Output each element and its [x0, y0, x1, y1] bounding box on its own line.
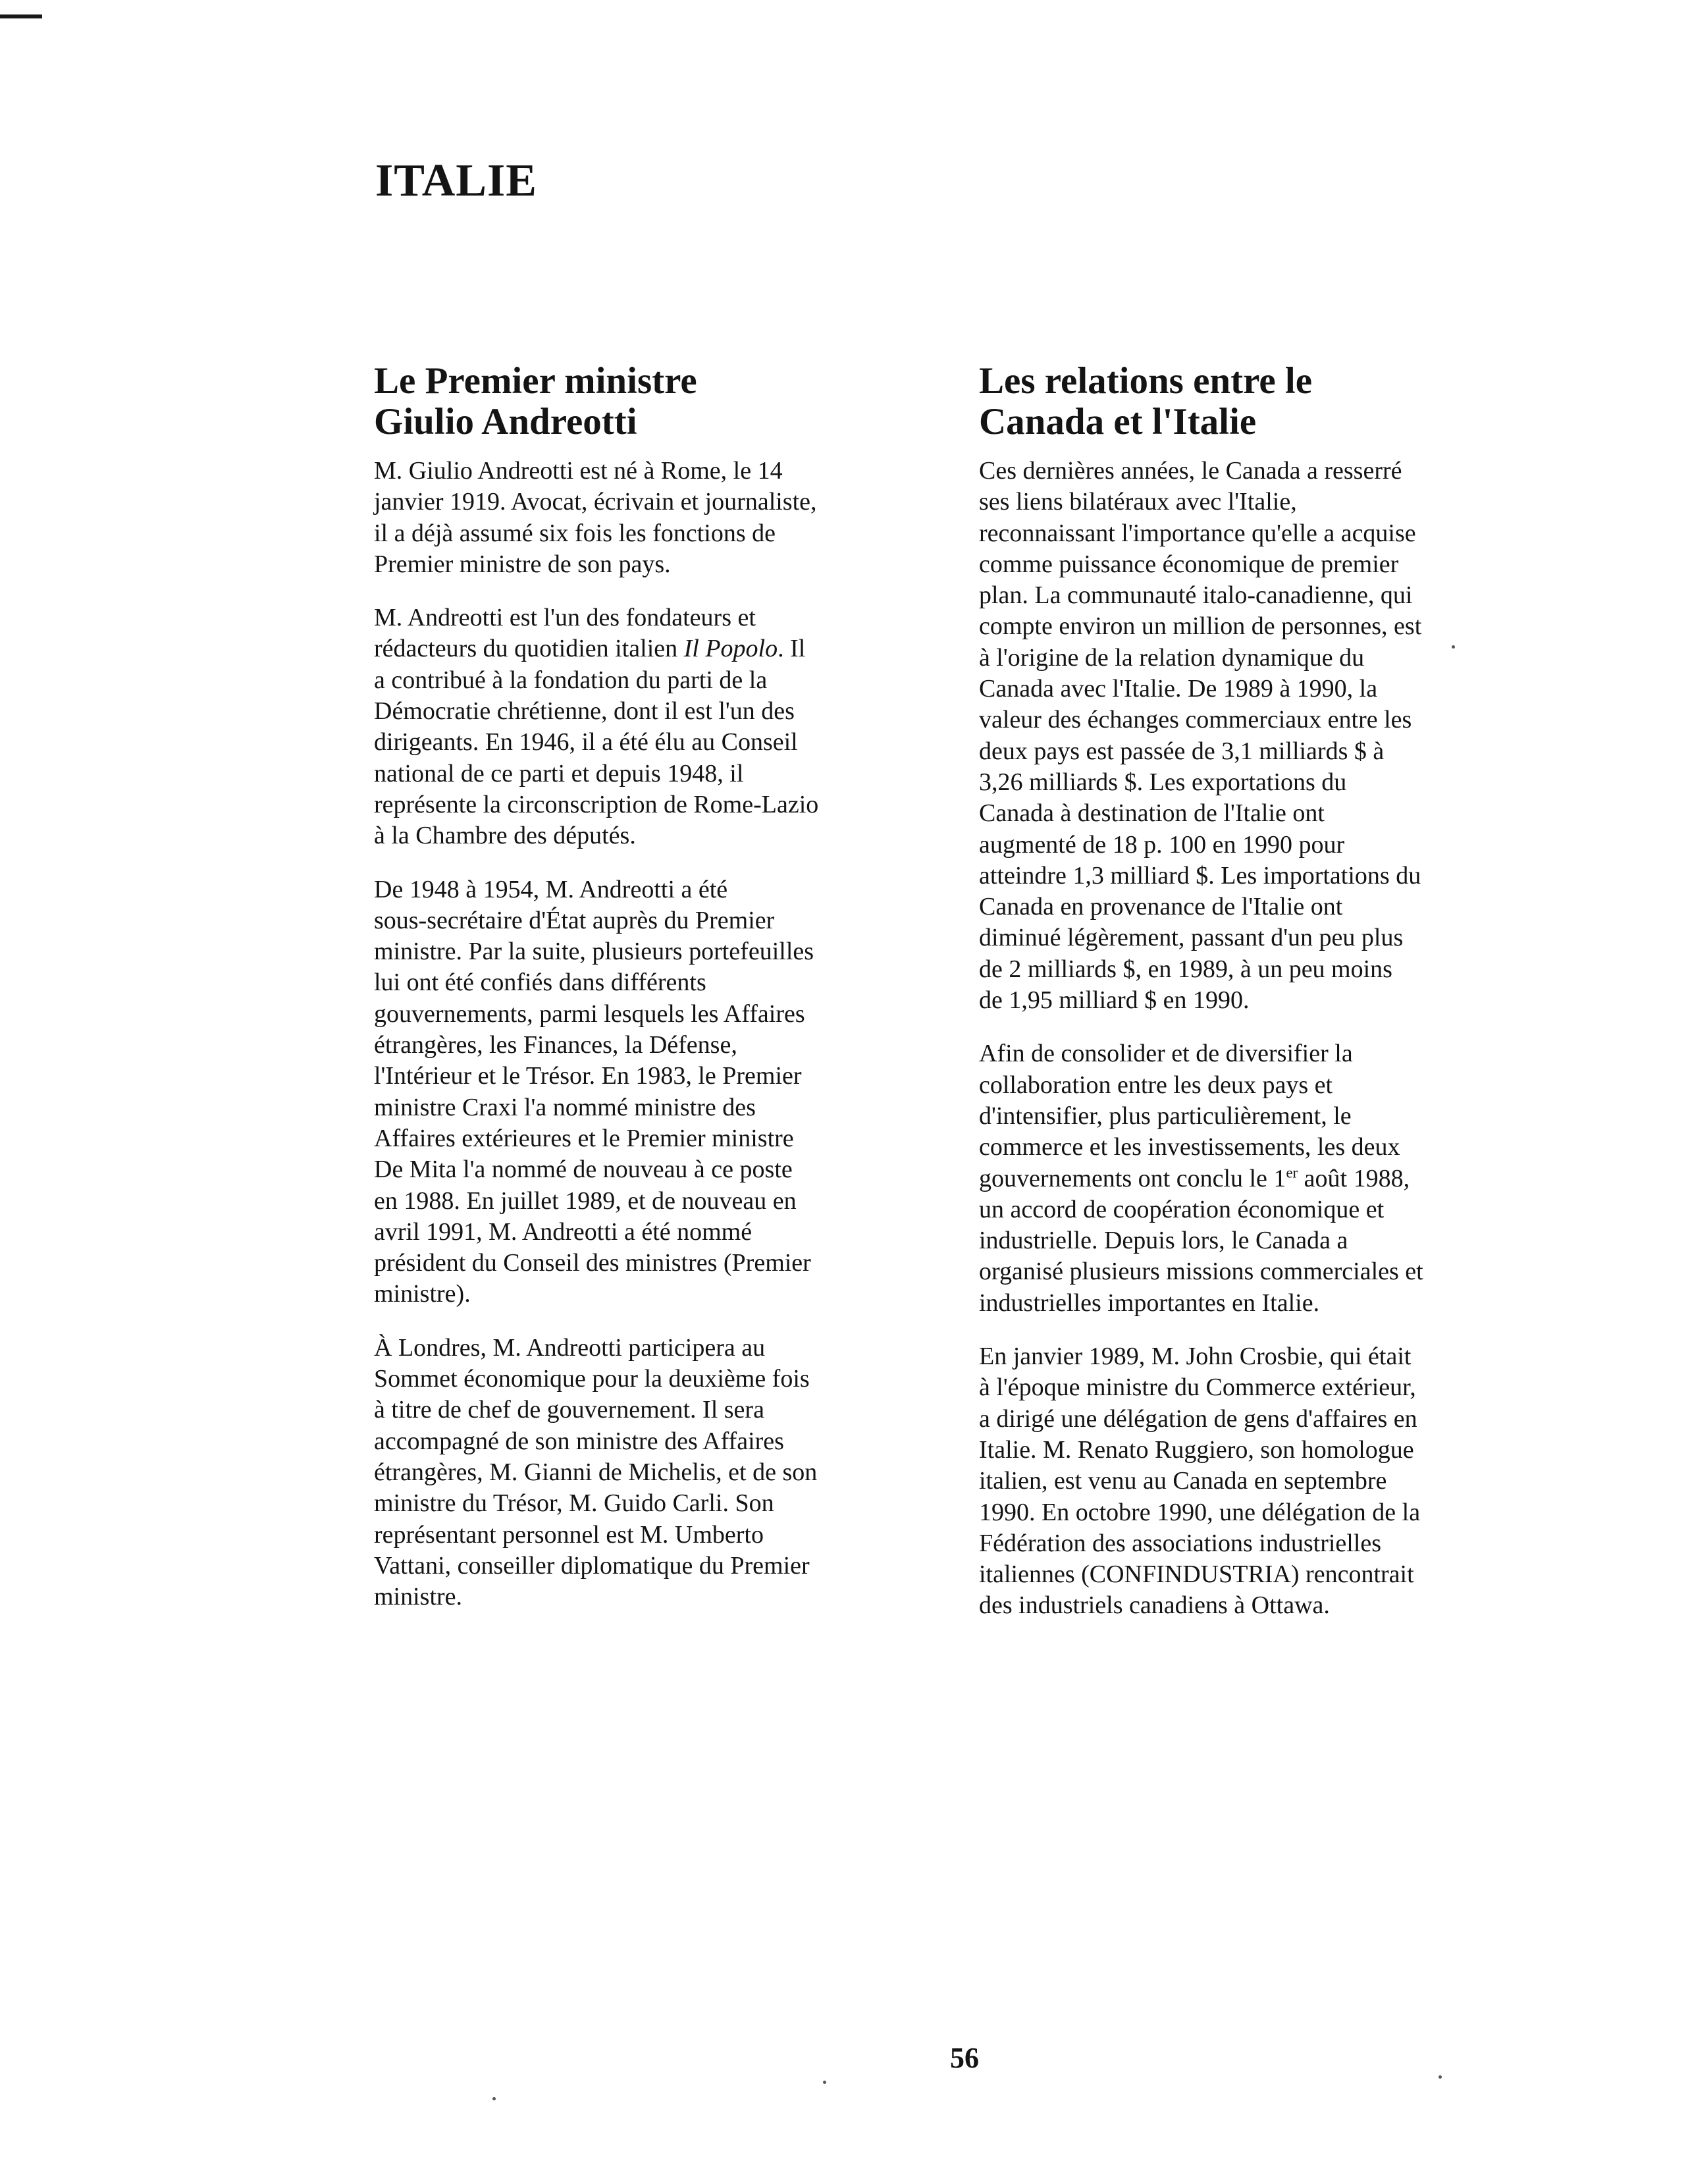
text-line: gouvernements, parmi lesquels les Affaires: [374, 999, 805, 1028]
text-line: national de ce parti et depuis 1948, il: [374, 759, 744, 787]
text-line: représente la circonscription de Rome-Lazio: [374, 790, 819, 818]
text-line: Fédération des associations industrielles: [979, 1529, 1382, 1557]
text-line: 3,26 milliards $. Les exportations du: [979, 768, 1347, 796]
scan-speck: [492, 2097, 496, 2100]
text-line: compte environ un million de personnes, est: [979, 612, 1422, 641]
paragraph: [979, 1341, 1519, 1622]
text-line: lui ont été confiés dans différents: [374, 969, 706, 997]
text-line: à l'origine de la relation dynamique du: [979, 643, 1365, 672]
paragraph: [374, 602, 894, 851]
paragraph: [979, 1038, 1519, 1319]
text-line: italiennes (CONFINDUSTRIA) rencontrait: [979, 1560, 1414, 1589]
text-line: représentant personnel est M. Umberto: [374, 1520, 764, 1549]
text-line: de 1,95 milliard $ en 1990.: [979, 986, 1250, 1015]
text-line: rédacteurs du quotidien italien Il Popolo. Il: [374, 635, 806, 663]
text-line: ministre).: [374, 1280, 471, 1308]
text-line: dirigeants. En 1946, il a été élu au Conseil: [374, 728, 798, 757]
heading-line: Canada et l'Italie: [979, 401, 1257, 442]
right-column: [979, 361, 1519, 1644]
scan-speck: [1452, 645, 1455, 649]
paragraph: [374, 874, 894, 1310]
text-line: ministre Craxi l'a nommé ministre des: [374, 1093, 756, 1121]
left-column: [374, 361, 894, 1635]
text-line: comme puissance économique de premier: [979, 550, 1399, 578]
text-line: Démocratie chrétienne, dont il est l'un des: [374, 697, 795, 726]
text-line: De 1948 à 1954, M. Andreotti a été: [374, 875, 728, 903]
text-line: Ces dernières années, le Canada a resserré: [979, 457, 1402, 485]
text-line: gouvernements ont conclu le 1er août 1988,: [979, 1163, 1410, 1192]
scan-speck: [823, 2081, 826, 2084]
text-line: a dirigé une délégation de gens d'affaires en: [979, 1404, 1417, 1433]
text-line: valeur des échanges commerciaux entre les: [979, 706, 1412, 734]
text-line: Affaires extérieures et le Premier ministre: [374, 1124, 794, 1152]
page-title: ITALIE: [375, 155, 537, 206]
text-line: Italie. M. Renato Ruggiero, son homologue: [979, 1435, 1414, 1464]
text-line: a contribué à la fondation du parti de la: [374, 666, 768, 694]
text-line: de 2 milliards $, en 1989, à un peu moins: [979, 955, 1392, 983]
paragraph: [374, 456, 894, 580]
text-line: M. Giulio Andreotti est né à Rome, le 14: [374, 457, 783, 485]
text-line: À Londres, M. Andreotti participera au: [374, 1333, 766, 1362]
page-number: 56: [950, 2042, 979, 2074]
text-line: augmenté de 18 p. 100 en 1990 pour: [979, 830, 1345, 859]
text-line: l'Intérieur et le Trésor. En 1983, le Premier: [374, 1062, 802, 1090]
text-line: Canada en provenance de l'Italie ont: [979, 893, 1343, 921]
right-column-heading: [979, 361, 1519, 442]
text-line: Canada avec l'Italie. De 1989 à 1990, la: [979, 675, 1378, 703]
left-column-heading: [374, 361, 894, 442]
text-line: d'intensifier, plus particulièrement, le: [979, 1102, 1352, 1130]
text-line: des industriels canadiens à Ottawa.: [979, 1591, 1330, 1620]
text-line: en 1988. En juillet 1989, et de nouveau en: [374, 1186, 797, 1215]
scan-corner-mark: [0, 14, 42, 18]
text-line: diminué légèrement, passant d'un peu plus: [979, 924, 1404, 952]
text-line: il a déjà assumé six fois les fonctions de: [374, 519, 776, 547]
paragraph: [374, 1333, 894, 1613]
text-line: ministre.: [374, 1583, 463, 1611]
text-line: commerce et les investissements, les deux: [979, 1133, 1400, 1161]
text-line: italien, est venu au Canada en septembre: [979, 1467, 1387, 1495]
text-line: reconnaissant l'importance qu'elle a acquise: [979, 519, 1416, 547]
text-line: étrangères, M. Gianni de Michelis, et de son: [374, 1458, 818, 1486]
text-line: janvier 1919. Avocat, écrivain et journaliste,: [374, 488, 817, 516]
text-line: président du Conseil des ministres (Premier: [374, 1249, 811, 1277]
text-line: Vattani, conseiller diplomatique du Premier: [374, 1551, 810, 1580]
text-line: En janvier 1989, M. John Crosbie, qui était: [979, 1343, 1412, 1371]
paragraph: [979, 456, 1519, 1016]
text-line: étrangères, les Finances, la Défense,: [374, 1031, 737, 1059]
heading-line: Les relations entre le: [979, 360, 1313, 402]
text-line: M. Andreotti est l'un des fondateurs et: [374, 604, 756, 632]
text-line: Canada à destination de l'Italie ont: [979, 799, 1325, 828]
text-line: Sommet économique pour la deuxième fois: [374, 1365, 810, 1393]
text-line: industrielles importantes en Italie.: [979, 1289, 1320, 1317]
text-line: collaboration entre les deux pays et: [979, 1071, 1333, 1099]
text-line: deux pays est passée de 3,1 milliards $ à: [979, 737, 1385, 765]
text-line: 1990. En octobre 1990, une délégation de la: [979, 1498, 1421, 1526]
text-line: De Mita l'a nommé de nouveau à ce poste: [374, 1156, 793, 1184]
text-line: ministre. Par la suite, plusieurs portefeuilles: [374, 938, 814, 966]
heading-line: Giulio Andreotti: [374, 401, 637, 442]
text-line: atteindre 1,3 milliard $. Les importations du: [979, 861, 1421, 890]
text-line: ses liens bilatéraux avec l'Italie,: [979, 488, 1297, 516]
text-line: avril 1991, M. Andreotti a été nommé: [374, 1217, 753, 1246]
heading-line: Le Premier ministre: [374, 360, 697, 402]
text-line: industrielle. Depuis lors, le Canada a: [979, 1227, 1348, 1255]
text-line: accompagné de son ministre des Affaires: [374, 1427, 784, 1455]
text-line: ministre du Trésor, M. Guido Carli. Son: [374, 1489, 774, 1518]
text-line: Afin de consolider et de diversifier la: [979, 1040, 1353, 1068]
text-line: plan. La communauté italo-canadienne, qui: [979, 581, 1413, 610]
text-line: organisé plusieurs missions commerciales et: [979, 1258, 1423, 1286]
scan-speck: [1439, 2075, 1442, 2079]
text-line: sous-secrétaire d'État auprès du Premier: [374, 906, 775, 934]
text-line: Premier ministre de son pays.: [374, 550, 671, 578]
text-line: un accord de coopération économique et: [979, 1195, 1385, 1223]
text-line: à titre de chef de gouvernement. Il sera: [374, 1396, 764, 1424]
text-line: à l'époque ministre du Commerce extérieur,: [979, 1373, 1416, 1402]
text-line: à la Chambre des députés.: [374, 822, 636, 850]
